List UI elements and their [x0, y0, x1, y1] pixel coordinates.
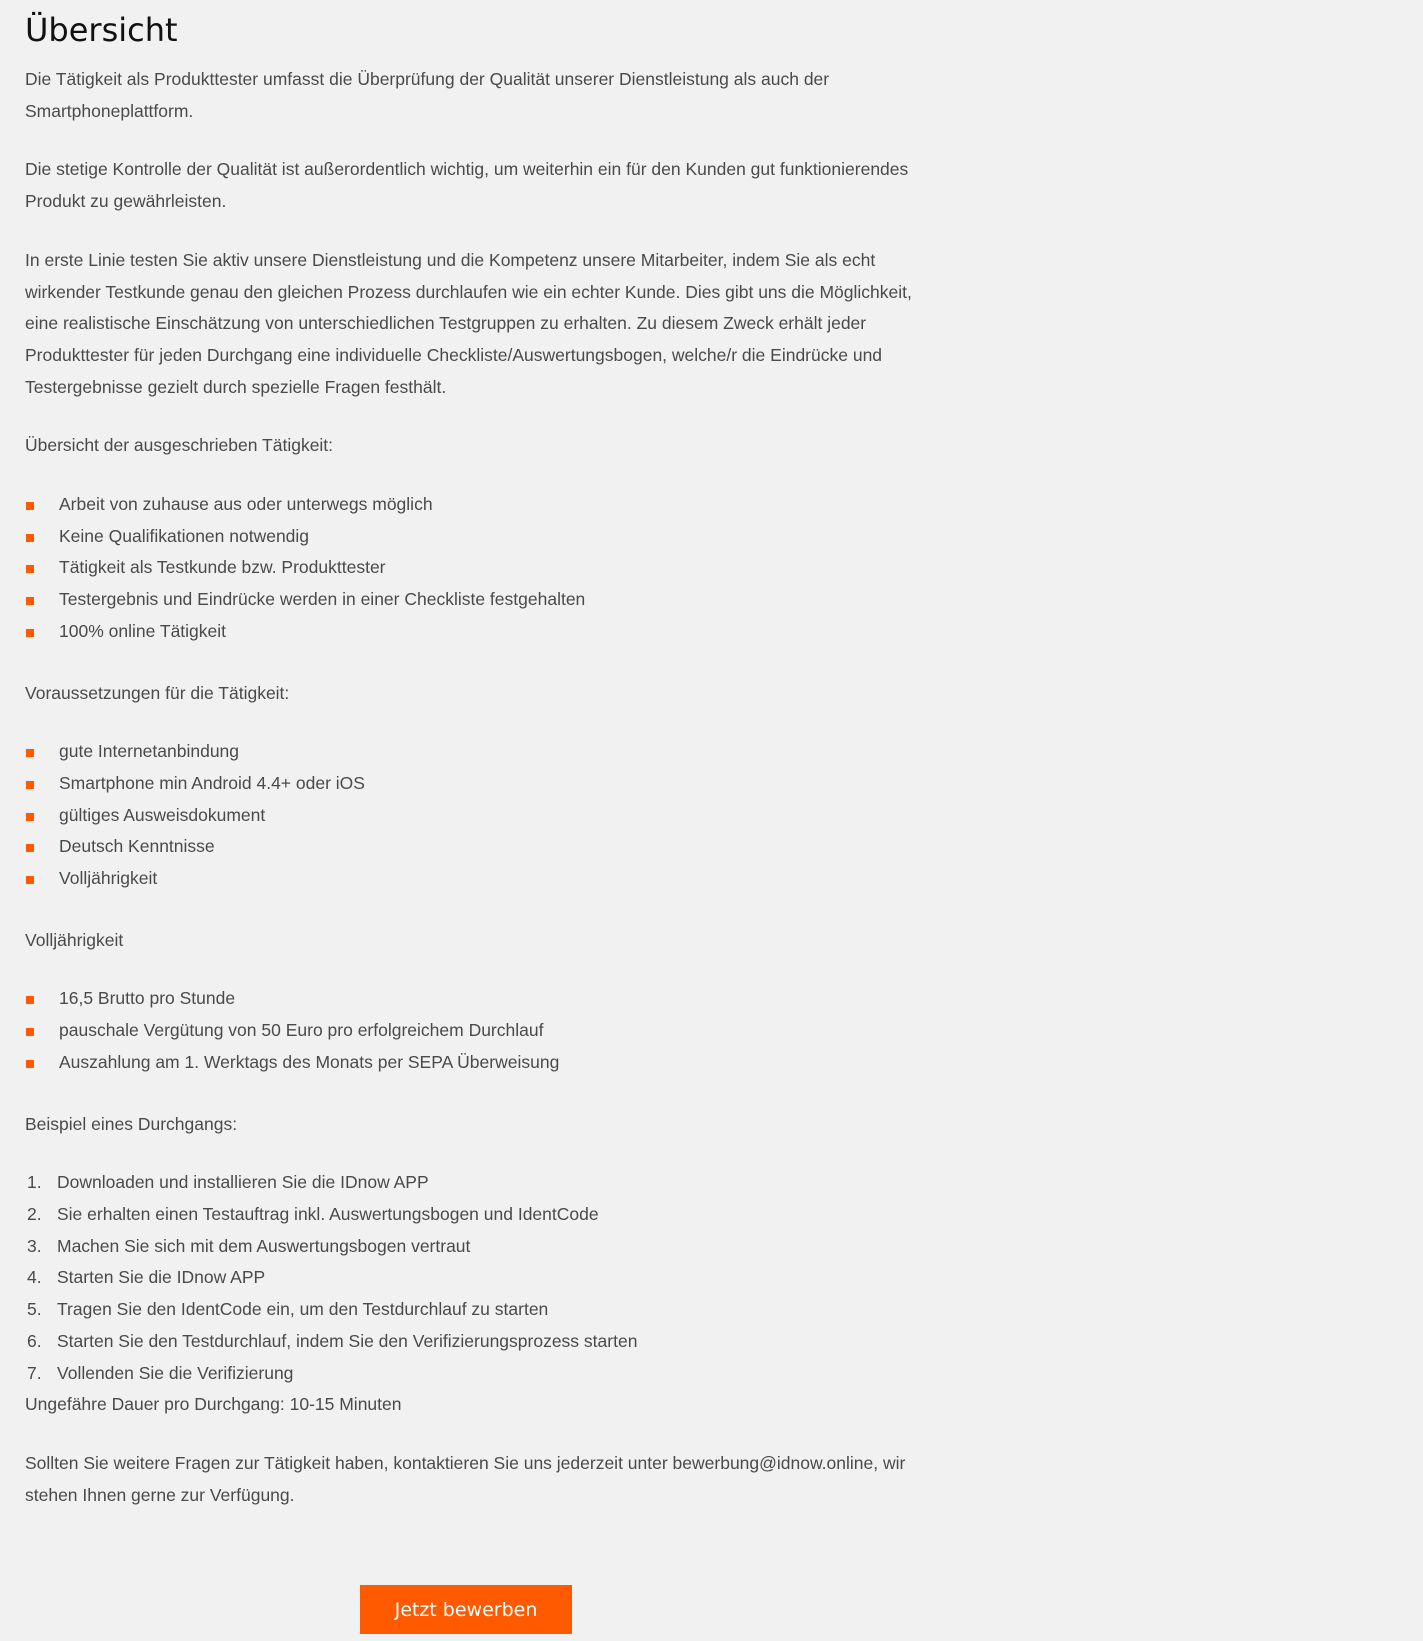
list-item	[25, 1015, 945, 1047]
square-bullet-icon	[26, 597, 34, 605]
step-text: Starten Sie den Testdurchlauf, indem Sie den Verifizierungsprozess starten	[57, 1330, 638, 1351]
list-item	[25, 768, 945, 800]
step-item	[25, 1231, 945, 1263]
step-text: Sie erhalten einen Testauftrag inkl. Auswertungsbogen und IdentCode	[57, 1203, 599, 1224]
step-number: 4.	[27, 1267, 42, 1288]
list-item-text: Arbeit von zuhause aus oder unterwegs möglich	[59, 494, 433, 515]
step-text: Tragen Sie den IdentCode ein, um den Testdurchlauf zu starten	[57, 1299, 549, 1320]
step-item	[25, 1358, 945, 1390]
list-item-text: Smartphone min Android 4.4+ oder iOS	[59, 772, 365, 793]
square-bullet-icon	[26, 781, 34, 789]
overview-heading: Übersicht der ausgeschrieben Tätigkeit:	[25, 435, 334, 456]
duration-text: Ungefähre Dauer pro Durchgang: 10-15 Minuten	[25, 1394, 402, 1415]
list-item-text: pauschale Vergütung von 50 Euro pro erfolgreichem Durchlauf	[59, 1020, 544, 1041]
step-text: Vollenden Sie die Verifizierung	[57, 1362, 294, 1383]
list-item-text: Auszahlung am 1. Werktags des Monats per SEPA Überweisung	[59, 1051, 560, 1072]
example-steps	[25, 1167, 945, 1389]
square-bullet-icon	[26, 502, 34, 510]
main-content	[25, 8, 945, 1538]
list-item	[25, 736, 945, 768]
square-bullet-icon	[26, 813, 34, 821]
intro-paragraph-2: Die stetige Kontrolle der Qualität ist außerordentlich wichtig, um weiterhin ein für den Kunden gut funktionierendes Produkt zu gewährleisten.	[25, 159, 909, 212]
list-item-text: Tätigkeit als Testkunde bzw. Produkttester	[59, 557, 386, 578]
square-bullet-icon	[26, 629, 34, 637]
list-item-text: 100% online Tätigkeit	[59, 620, 227, 641]
square-bullet-icon	[26, 565, 34, 573]
overview-list	[25, 489, 945, 648]
apply-button[interactable]: Jetzt bewerben	[360, 1585, 572, 1634]
step-item	[25, 1167, 945, 1199]
square-bullet-icon	[26, 876, 34, 884]
payment-heading: Volljährigkeit	[25, 929, 124, 950]
list-item	[25, 800, 945, 832]
list-item-text: gute Internetanbindung	[59, 741, 240, 762]
square-bullet-icon	[26, 1028, 34, 1036]
list-item	[25, 521, 945, 553]
square-bullet-icon	[26, 996, 34, 1004]
step-item	[25, 1294, 945, 1326]
list-item-text: Keine Qualifikationen notwendig	[59, 525, 310, 546]
payment-list	[25, 983, 945, 1078]
square-bullet-icon	[26, 749, 34, 757]
page-title: Übersicht	[25, 11, 178, 49]
intro-paragraph-3: In erste Linie testen Sie aktiv unsere Dienstleistung und die Kompetenz unsere Mitarbeiter, indem Sie als echt wirkender Testkunde genau den gleichen Prozess durchlaufen wie ein echter Kunde. Dies gibt uns die Möglichkeit, eine realistische Einschätzung von unterschiedlichen Testgruppen zu erhalten. Zu diesem Zweck erhält jeder Produkttester für jeden Durchgang eine individuelle Checkliste/Auswertungsbogen, welche/r die Eindrücke und Testergebnisse gezielt durch spezielle Fragen festhält.	[25, 249, 912, 397]
square-bullet-icon	[26, 1060, 34, 1068]
step-text: Downloaden und installieren Sie die IDnow APP	[57, 1172, 429, 1193]
step-number: 3.	[27, 1235, 42, 1256]
list-item	[25, 863, 945, 895]
list-item-text: 16,5 Brutto pro Stunde	[59, 988, 236, 1009]
contact-paragraph: Sollten Sie weitere Fragen zur Tätigkeit haben, kontaktieren Sie uns jederzeit unter bewerbung@idnow.online, wir stehen Ihnen gerne zur Verfügung.	[25, 1452, 906, 1505]
list-item-text: Deutsch Kenntnisse	[59, 836, 215, 857]
list-item	[25, 552, 945, 584]
step-number: 6.	[27, 1330, 42, 1351]
list-item	[25, 489, 945, 521]
step-number: 2.	[27, 1203, 42, 1224]
list-item-text: gültiges Ausweisdokument	[59, 804, 266, 825]
list-item	[25, 1047, 945, 1079]
list-item	[25, 983, 945, 1015]
requirements-list	[25, 736, 945, 895]
step-number: 7.	[27, 1362, 42, 1383]
square-bullet-icon	[26, 534, 34, 542]
example-heading: Beispiel eines Durchgangs:	[25, 1113, 238, 1134]
step-item	[25, 1326, 945, 1358]
step-text: Machen Sie sich mit dem Auswertungsbogen vertraut	[57, 1235, 471, 1256]
step-number: 1.	[27, 1172, 42, 1193]
requirements-heading: Voraussetzungen für die Tätigkeit:	[25, 682, 290, 703]
step-number: 5.	[27, 1299, 42, 1320]
list-item-text: Testergebnis und Eindrücke werden in einer Checkliste festgehalten	[59, 589, 586, 610]
list-item-text: Volljährigkeit	[59, 868, 158, 889]
square-bullet-icon	[26, 844, 34, 852]
step-item	[25, 1199, 945, 1231]
list-item	[25, 584, 945, 616]
list-item	[25, 616, 945, 648]
list-item	[25, 831, 945, 863]
step-text: Starten Sie die IDnow APP	[57, 1267, 266, 1288]
step-item	[25, 1262, 945, 1294]
intro-paragraph-1: Die Tätigkeit als Produkttester umfasst die Überprüfung der Qualität unserer Dienstleistung als auch der Smartphoneplattform.	[25, 69, 830, 121]
